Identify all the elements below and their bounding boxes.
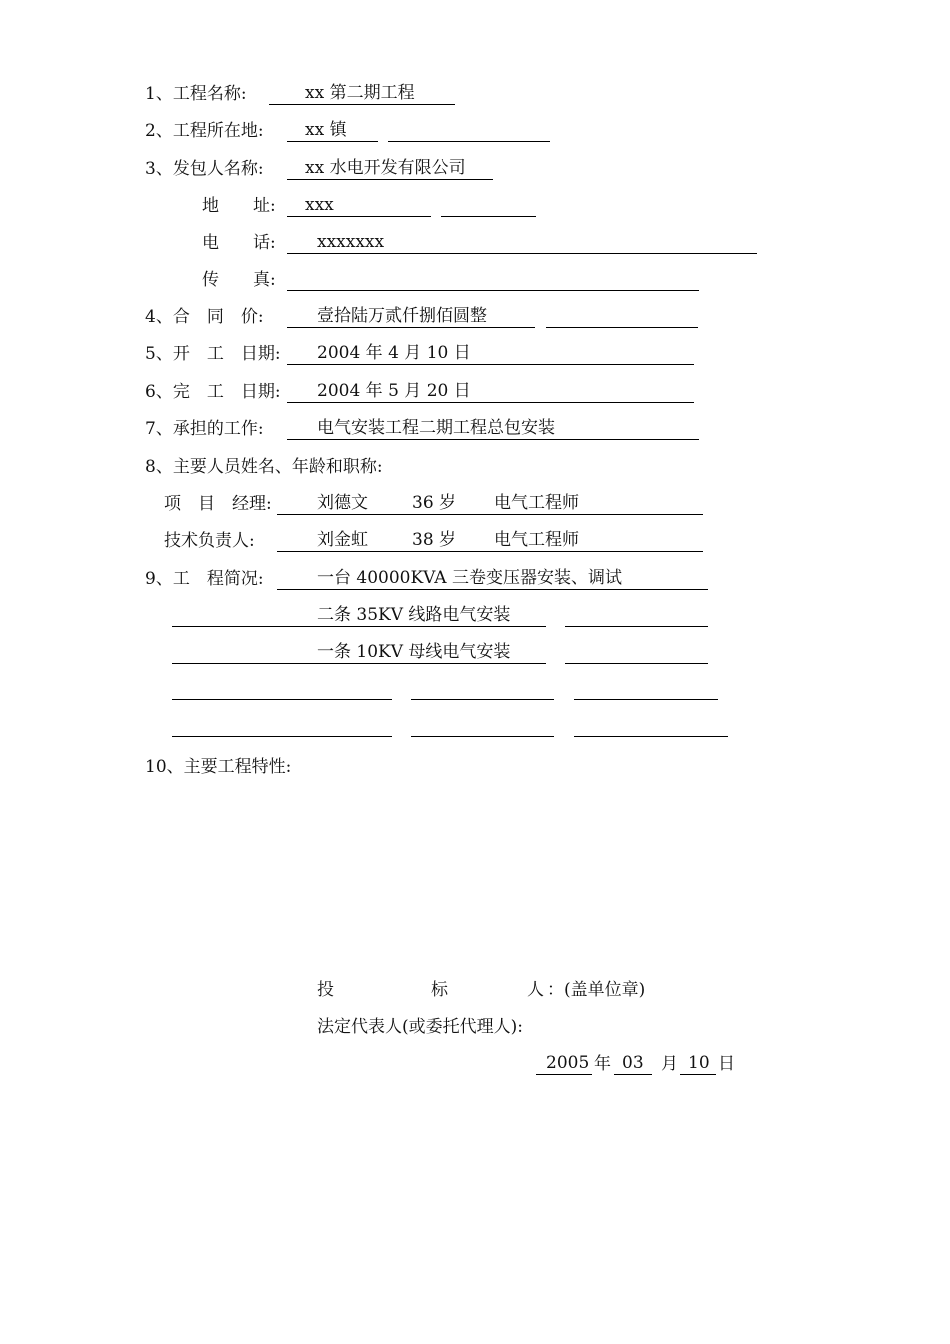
- blank-line: [574, 699, 718, 700]
- address-field: xxx: [287, 194, 431, 217]
- work-undertaken-label: 7、承担的工作:: [145, 419, 264, 439]
- work-undertaken-field: 电气安装工程二期工程总包安装: [287, 417, 699, 440]
- date-month: 03: [614, 1052, 652, 1075]
- technical-lead-age: 38 岁: [412, 530, 457, 550]
- blank-line: [411, 699, 554, 700]
- employer-name-field: xx 水电开发有限公司: [287, 157, 493, 180]
- project-location-field: xx 镇: [287, 119, 378, 142]
- project-manager-title: 电气工程师: [494, 493, 579, 513]
- project-manager-field: [277, 492, 703, 515]
- contract-price-extra-line: [546, 305, 698, 328]
- contract-price-field: 壹拾陆万贰仟捌佰圆整: [287, 305, 535, 328]
- telephone-field: xxxxxxx: [287, 231, 757, 254]
- project-overview-line-3: 一条 10KV 母线电气安装: [172, 641, 546, 664]
- project-overview-label: 9、工 程简况:: [145, 569, 264, 589]
- end-date-field: 2004 年 5 月 20 日: [287, 380, 694, 403]
- fax-label: 传 真:: [202, 270, 276, 290]
- project-name-field: xx 第二期工程: [269, 82, 455, 105]
- project-manager-age: 36 岁: [412, 493, 457, 513]
- technical-lead-title: 电气工程师: [494, 530, 579, 550]
- telephone-label: 电 话:: [202, 233, 276, 253]
- technical-lead-field: [277, 529, 703, 552]
- blank-line: [574, 736, 728, 737]
- address-label: 地 址:: [202, 196, 276, 216]
- date-year: 2005: [536, 1052, 592, 1075]
- project-location-extra-line: [388, 119, 550, 142]
- end-date-label: 6、完 工 日期:: [145, 382, 281, 402]
- blank-line: [172, 736, 392, 737]
- project-manager-label: 项 目 经理:: [164, 494, 272, 514]
- address-extra-line: [441, 194, 536, 217]
- project-location-label: 2、工程所在地:: [145, 121, 264, 141]
- project-overview-line-3-extra: [565, 641, 708, 664]
- project-overview-line-2: 二条 35KV 线路电气安装: [172, 604, 546, 627]
- employer-name-label: 3、发包人名称:: [145, 159, 264, 179]
- fax-field: [287, 268, 699, 291]
- start-date-label: 5、开 工 日期:: [145, 344, 281, 364]
- project-manager-name: 刘德文: [317, 493, 368, 513]
- contract-price-label: 4、合 同 价:: [145, 307, 264, 327]
- project-overview-line-2-extra: [565, 604, 708, 627]
- technical-lead-name: 刘金虹: [317, 530, 368, 550]
- date-day: 10: [680, 1052, 716, 1075]
- start-date-field: 2004 年 4 月 10 日: [287, 342, 694, 365]
- project-overview-line-1: 一台 40000KVA 三卷变压器安装、调试: [277, 567, 708, 590]
- company-seal-note: ：(盖单位章): [547, 980, 646, 1000]
- blank-line: [411, 736, 554, 737]
- blank-line: [172, 699, 392, 700]
- technical-lead-label: 技术负责人:: [164, 531, 255, 551]
- project-name-label: 1、工程名称:: [145, 84, 247, 104]
